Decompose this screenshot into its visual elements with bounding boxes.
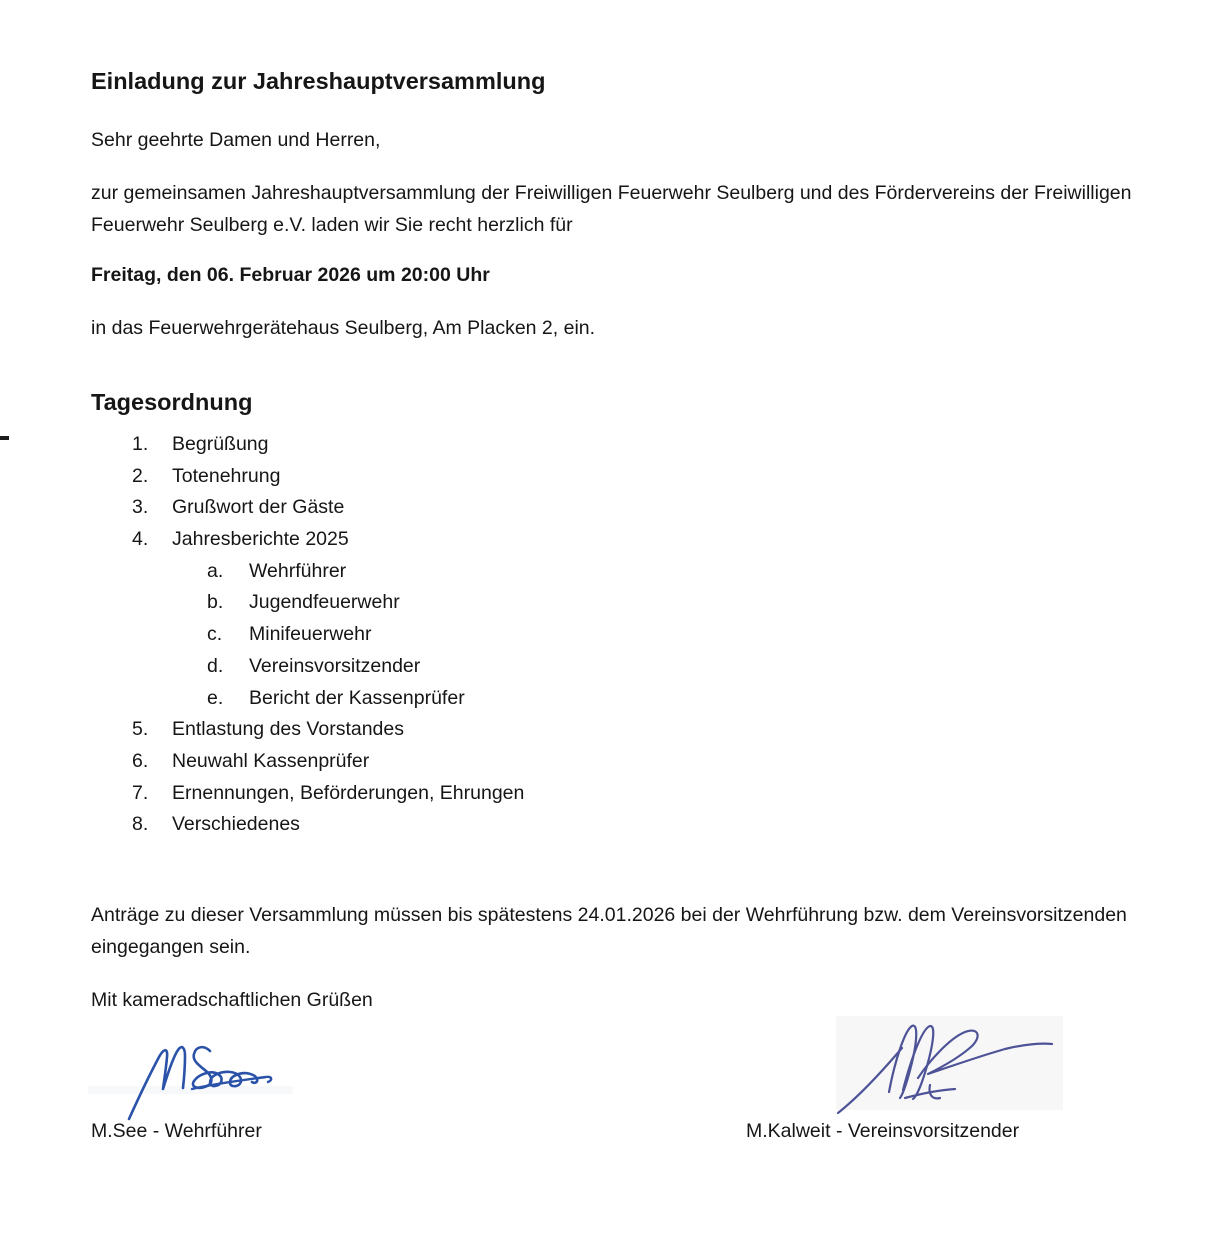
agenda-item-label: Begrüßung bbox=[172, 433, 269, 455]
agenda-item-label: Ernennungen, Beförderungen, Ehrungen bbox=[172, 781, 525, 804]
agenda-item-marker: e. bbox=[207, 686, 224, 709]
agenda-item-marker: b. bbox=[207, 591, 224, 614]
agenda-item-marker: 3. bbox=[132, 496, 149, 519]
agenda-list bbox=[91, 429, 991, 841]
agenda-subitem bbox=[91, 556, 991, 588]
signature-kalweit-image bbox=[830, 1010, 1067, 1117]
agenda-item bbox=[91, 492, 991, 524]
meeting-location: in das Feuerwehrgerätehaus Seulberg, Am Placken 2, ein. bbox=[91, 317, 596, 339]
agenda-item bbox=[91, 778, 991, 810]
agenda-heading: Tagesordnung bbox=[91, 388, 253, 415]
agenda-item-label: Jugendfeuerwehr bbox=[249, 591, 400, 614]
intro-paragraph: zur gemeinsamen Jahreshauptversammlung der Freiwilligen Feuerwehr Seulberg und des Fördervereins der Freiwilligen Feuerwehr Seulberg e.V. laden wir Sie recht herzlich für bbox=[91, 182, 1132, 236]
deadline-note: Anträge zu dieser Versammlung müssen bis spätestens 24.01.2026 bei der Wehrführung bzw. dem Vereinsvorsitzenden eingegangen sein. bbox=[91, 904, 1127, 958]
agenda-item-label: Vereinsvorsitzender bbox=[249, 654, 421, 677]
agenda-item-label: Grußwort der Gäste bbox=[172, 496, 345, 519]
agenda-item-marker: 2. bbox=[132, 464, 149, 487]
agenda-item-marker: 7. bbox=[132, 781, 149, 804]
agenda-item-marker: 6. bbox=[132, 749, 149, 772]
agenda-item bbox=[91, 429, 991, 461]
agenda-subitem bbox=[91, 651, 991, 683]
agenda-item-marker: 1. bbox=[132, 433, 149, 455]
agenda-item-label: Entlastung des Vorstandes bbox=[172, 718, 404, 741]
agenda-item-label: Wehrführer bbox=[249, 559, 347, 582]
salutation: Sehr geehrte Damen und Herren, bbox=[91, 129, 381, 151]
signature-label-right: M.Kalweit - Vereinsvorsitzender bbox=[746, 1120, 1020, 1142]
signature-label-left: M.See - Wehrführer bbox=[91, 1120, 262, 1142]
agenda-item bbox=[91, 809, 991, 841]
agenda-item-label: Jahresberichte 2025 bbox=[172, 528, 349, 551]
agenda-item-marker: c. bbox=[207, 623, 223, 646]
agenda-item-label: Neuwahl Kassenprüfer bbox=[172, 749, 370, 772]
closing-salutation: Mit kameradschaftlichen Grüßen bbox=[91, 989, 373, 1011]
agenda-item-label: Minifeuerwehr bbox=[249, 623, 372, 646]
page-title: Einladung zur Jahreshauptversammlung bbox=[91, 67, 546, 94]
agenda-item-marker: d. bbox=[207, 654, 224, 677]
agenda-item-marker: 4. bbox=[132, 528, 149, 551]
agenda-item bbox=[91, 524, 991, 556]
agenda-item-marker: a. bbox=[207, 559, 224, 582]
agenda-subitem bbox=[91, 587, 991, 619]
agenda-item bbox=[91, 714, 991, 746]
agenda-item-label: Bericht der Kassenprüfer bbox=[249, 686, 465, 709]
agenda-subitem bbox=[91, 683, 991, 715]
agenda-subitem bbox=[91, 619, 991, 651]
signature-kalweit-area bbox=[830, 1010, 1067, 1117]
meeting-datetime: Freitag, den 06. Februar 2026 um 20:00 Uhr bbox=[91, 264, 490, 286]
agenda-item-marker: 5. bbox=[132, 718, 149, 741]
agenda-item bbox=[91, 746, 991, 778]
agenda-item-label: Totenehrung bbox=[172, 464, 281, 487]
agenda-item bbox=[91, 461, 991, 493]
agenda-item-marker: 8. bbox=[132, 813, 149, 836]
signature-see-image bbox=[103, 1028, 283, 1123]
agenda-item-label: Verschiedenes bbox=[172, 813, 300, 836]
fold-mark bbox=[0, 436, 9, 440]
